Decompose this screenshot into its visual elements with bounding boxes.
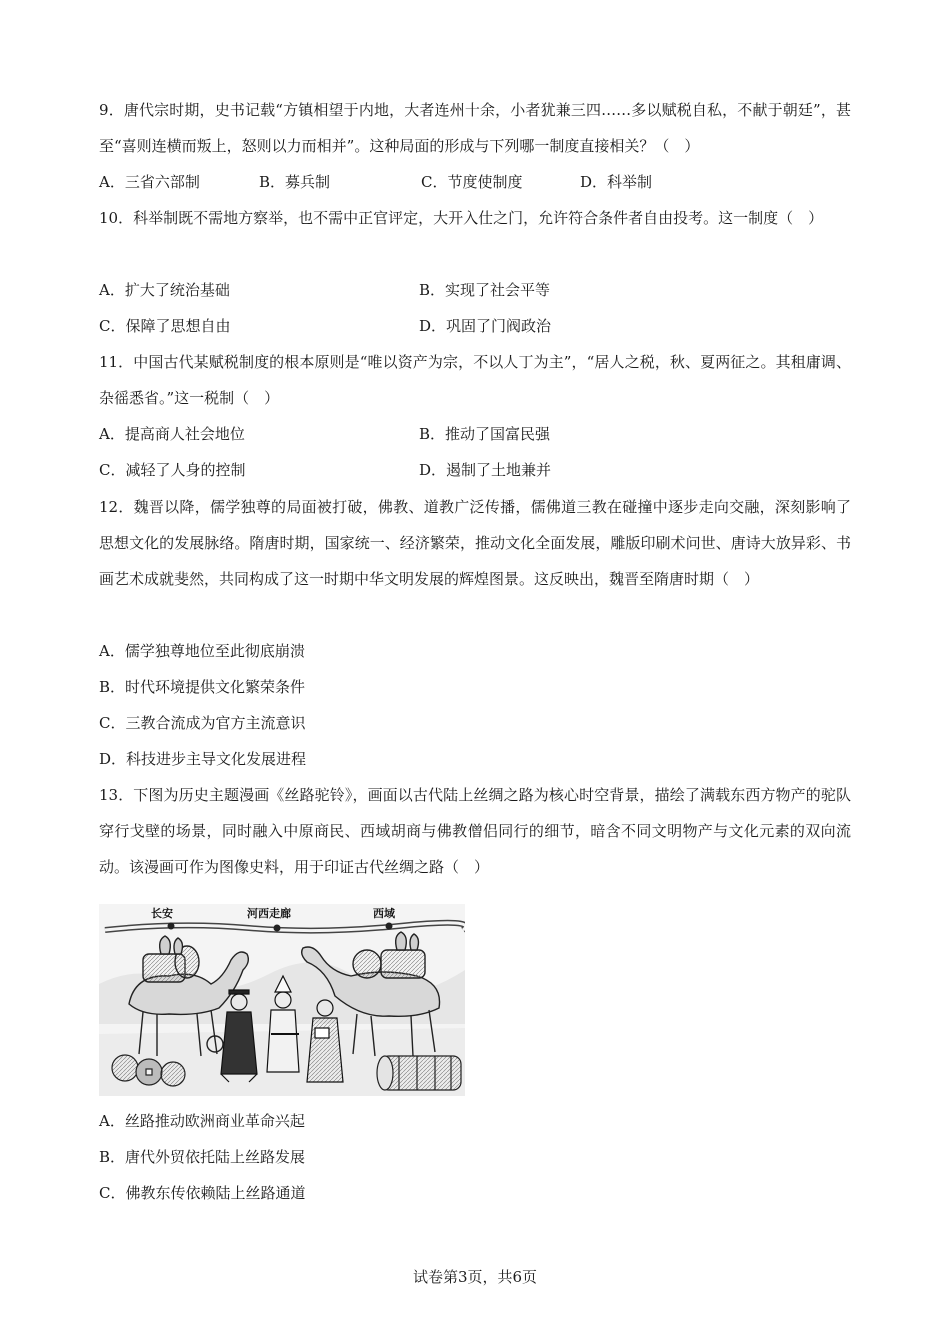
question-11-options-row-2 [99, 452, 551, 488]
question-10 [99, 200, 851, 236]
option-a[interactable]: A．儒学独尊地位至此彻底崩溃 [99, 642, 305, 660]
question-13 [99, 777, 851, 885]
route-marker [168, 923, 175, 930]
option-a-row [99, 633, 305, 669]
question-12 [99, 489, 851, 597]
option-c-row [99, 705, 305, 741]
option-c[interactable]: C．减轻了人身的控制 [99, 461, 246, 479]
option-c-row [99, 1175, 305, 1211]
question-stem: 12．魏晋以降，儒学独尊的局面被打破，佛教、道教广泛传播，儒佛道三教在碰撞中逐步走向交融，深刻影响了思想文化的发展脉络。隋唐时期，国家统一、经济繁荣，推动文化全面发展，雕版印刷术问世、唐诗大放异彩、书画艺术成就斐然，共同构成了这一时期中华文明发展的辉煌图景。这反映出，魏晋至隋唐时期（ ） [99, 498, 851, 588]
option-d-row [99, 741, 306, 777]
label-xiyu: 西域 [373, 907, 395, 920]
silk-road-comic [99, 904, 465, 1096]
option-a[interactable]: A．提高商人社会地位 [99, 425, 245, 443]
option-b-row [99, 1139, 305, 1175]
route-marker [274, 925, 281, 932]
question-stem: 13．下图为历史主题漫画《丝路驼铃》，画面以古代陆上丝绸之路为核心时空背景，描绘了满载东西方物产的驼队穿行戈壁的场景，同时融入中原商民、西域胡商与佛教僧侣同行的细节，暗含不同文明物产与文化元素的双向流动。该漫画可作为图像史料，用于印证古代丝绸之路（ ） [99, 786, 851, 876]
label-changan: 长安 [151, 907, 173, 920]
question-stem: 10．科举制既不需地方察举，也不需中正官评定，大开入仕之门，允许符合条件者自由投考。这一制度（ ） [99, 209, 824, 227]
option-a[interactable]: A．三省六部制 [99, 173, 200, 191]
option-b[interactable]: B．实现了社会平等 [419, 281, 551, 299]
label-hexi-corridor: 河西走廊 [247, 907, 291, 920]
option-b[interactable]: B．募兵制 [259, 173, 331, 191]
option-a[interactable]: A．丝路推动欧洲商业革命兴起 [99, 1112, 305, 1130]
option-d[interactable]: D．科技进步主导文化发展进程 [99, 750, 307, 768]
question-stem: 11．中国古代某赋税制度的根本原则是“唯以资产为宗，不以人丁为主”，“居人之税，秋、夏两征之。其租庸调、杂徭悉省。”这一税制（ ） [99, 353, 851, 407]
question-11 [99, 344, 851, 416]
option-c[interactable]: C．节度使制度 [421, 173, 523, 191]
option-c[interactable]: C．三教合流成为官方主流意识 [99, 714, 306, 732]
option-d[interactable]: D．巩固了门阀政治 [419, 317, 552, 335]
option-b-row [99, 669, 305, 705]
question-10-options-row-2 [99, 308, 551, 344]
option-b[interactable]: B．唐代外贸依托陆上丝路发展 [99, 1148, 306, 1166]
question-10-options-row-1 [99, 272, 550, 308]
option-c[interactable]: C．保障了思想自由 [99, 317, 231, 335]
question-9 [99, 92, 851, 164]
option-a[interactable]: A．扩大了统治基础 [99, 281, 230, 299]
option-d[interactable]: D．遏制了土地兼并 [419, 461, 552, 479]
option-b[interactable]: B．推动了国富民强 [419, 425, 551, 443]
question-stem: 9．唐代宗时期，史书记载“方镇相望于内地，大者连州十余，小者犹兼三四……多以赋税自私，不献于朝廷”，甚至“喜则连横而叛上，怒则以力而相并”。这种局面的形成与下列哪一制度直接相关？（ ） [99, 101, 851, 155]
silk-road-illustration [99, 904, 465, 1096]
route-marker [386, 923, 393, 930]
option-d[interactable]: D．科举制 [580, 173, 653, 191]
question-11-options-row-1 [99, 416, 550, 452]
option-c[interactable]: C．佛教东传依赖陆上丝路通道 [99, 1184, 306, 1202]
option-a-row [99, 1103, 305, 1139]
silk-bolts [377, 1056, 461, 1090]
question-9-options [99, 164, 652, 200]
option-b[interactable]: B．时代环境提供文化繁荣条件 [99, 678, 306, 696]
page-footer: 试卷第3页，共6页 [412, 1268, 538, 1286]
